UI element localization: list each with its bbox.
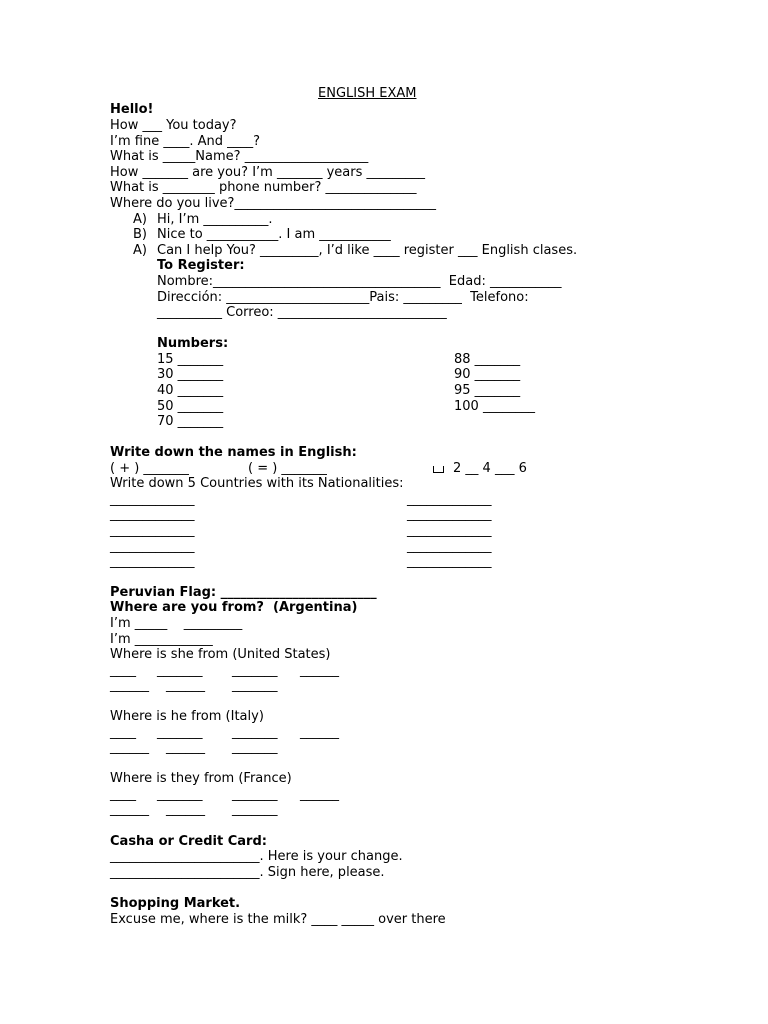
shopping-heading: Shopping Market.: [110, 896, 241, 911]
answer-blank: _______: [232, 663, 278, 678]
item-marker: A): [133, 243, 147, 258]
shopping-line: Excuse me, where is the milk? ____ _____ over there: [110, 912, 446, 927]
from-heading: Where are you from? (Argentina): [110, 600, 358, 615]
answer-blank: _______: [232, 787, 278, 802]
im-line: I’m ____________: [110, 632, 213, 647]
numbers-heading: Numbers:: [157, 336, 229, 351]
nationality-blank: _____________: [407, 523, 492, 538]
from-question: Where is he from (Italy): [110, 709, 264, 724]
register-line: Dirección: ______________________Pais: _________ Telefono:: [157, 290, 529, 305]
country-blank: _____________: [110, 554, 195, 569]
greeting-line: What is _____Name? ___________________: [110, 149, 369, 164]
page-title: ENGLISH EXAM: [318, 86, 417, 101]
names-heading: Write down the names in English:: [110, 445, 357, 460]
greeting-line: How ___ You today?: [110, 118, 237, 133]
answer-blank: ____: [110, 787, 136, 802]
nationality-blank: _____________: [407, 492, 492, 507]
cash-heading: Casha or Credit Card:: [110, 834, 267, 849]
answer-blank: _______: [232, 802, 278, 817]
from-question: Where is she from (United States): [110, 647, 331, 662]
answer-blank: ______: [110, 740, 149, 755]
country-blank: _____________: [110, 523, 195, 538]
number-item: 90 _______: [454, 367, 521, 382]
cash-line: _______________________. Sign here, please.: [110, 865, 385, 880]
greeting-line: Where do you live?_______________________________: [110, 196, 436, 211]
answer-blank: ______: [300, 663, 339, 678]
equals-blank: ( = ) _______: [248, 461, 327, 476]
greeting-line: I’m fine ____. And ____?: [110, 134, 261, 149]
register-heading: To Register:: [157, 258, 245, 273]
flag-line: Peruvian Flag: ________________________: [110, 585, 377, 600]
answer-blank: _______: [232, 678, 278, 693]
register-line: Nombre:___________________________________ Edad: ___________: [157, 274, 562, 289]
number-item: 15 _______: [157, 352, 224, 367]
answer-blank: ____: [110, 725, 136, 740]
nationality-blank: _____________: [407, 539, 492, 554]
from-question: Where is they from (France): [110, 771, 292, 786]
answer-blank: ______: [166, 802, 205, 817]
number-item: 50 _______: [157, 399, 224, 414]
number-item: 40 _______: [157, 383, 224, 398]
square-symbol-icon: [431, 461, 446, 477]
answer-blank: ______: [166, 740, 205, 755]
number-item: 70 _______: [157, 414, 224, 429]
number-item: 95 _______: [454, 383, 521, 398]
answer-blank: ______: [300, 787, 339, 802]
answer-blank: ______: [300, 725, 339, 740]
nationality-blank: _____________: [407, 554, 492, 569]
country-blank: _____________: [110, 539, 195, 554]
number-item: 100 ________: [454, 399, 535, 414]
nationality-blank: _____________: [407, 507, 492, 522]
greeting-heading: Hello!: [110, 102, 154, 117]
item-text: Hi, I’m __________.: [157, 212, 273, 227]
country-blank: _____________: [110, 492, 195, 507]
cash-line: _______________________. Here is your change.: [110, 849, 403, 864]
item-text: Can I help You? _________, I’d like ____ register ___ English clases.: [157, 243, 578, 258]
register-line: __________ Correo: __________________________: [157, 305, 447, 320]
im-line: I’m _____ _________: [110, 616, 243, 631]
answer-blank: ______: [110, 678, 149, 693]
country-blank: _____________: [110, 507, 195, 522]
answer-blank: _______: [157, 787, 203, 802]
item-marker: B): [133, 227, 147, 242]
answer-blank: ______: [166, 678, 205, 693]
number-item: 88 _______: [454, 352, 521, 367]
answer-blank: ____: [110, 663, 136, 678]
number-item: 30 _______: [157, 367, 224, 382]
item-marker: A): [133, 212, 147, 227]
greeting-line: What is ________ phone number? ______________: [110, 180, 417, 195]
number-sequence: 2 __ 4 ___ 6: [453, 461, 527, 476]
countries-prompt: Write down 5 Countries with its Nationalities:: [110, 476, 404, 491]
answer-blank: _______: [157, 663, 203, 678]
answer-blank: _______: [157, 725, 203, 740]
answer-blank: _______: [232, 740, 278, 755]
item-text: Nice to ___________. I am ___________: [157, 227, 391, 242]
answer-blank: _______: [232, 725, 278, 740]
answer-blank: ______: [110, 802, 149, 817]
plus-blank: ( + ) _______: [110, 461, 189, 476]
greeting-line: How _______ are you? I’m _______ years _________: [110, 165, 426, 180]
